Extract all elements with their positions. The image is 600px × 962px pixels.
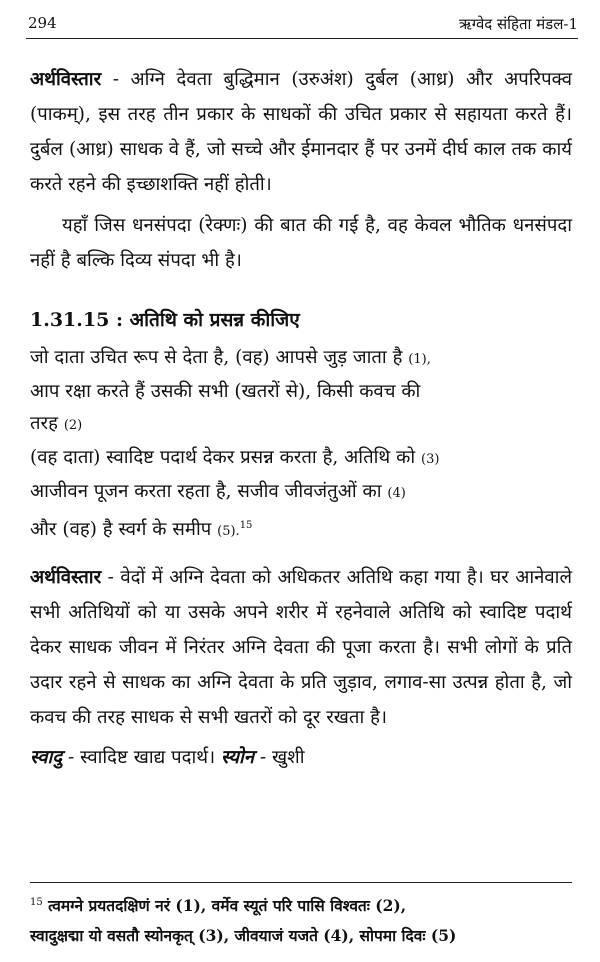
verse-line-text: जो दाता उचित रूप से देता है, (वह) आपसे जुड़ जाता है: [30, 347, 403, 368]
footnote: [30, 888, 590, 951]
explanation-paragraph-2: यहाँ जिस धनसंपदा (रेक्णः) की बात की गई है, वह केवल भौतिक धनसंपदा नहीं है बल्कि दिव्य संपदा भी है।: [30, 215, 572, 271]
glossary-definition: - स्वादिष्ट खाद्य पदार्थ।: [62, 747, 216, 769]
glossary-definition: - खुशी: [254, 747, 305, 769]
section-heading: 1.31.15 : अतिथि को प्रसन्न कीजिए: [30, 309, 300, 331]
verse-line: [30, 408, 572, 442]
running-title: ऋग्वेद संहिता मंडल-1: [458, 15, 578, 33]
verse-line-number: (1),: [408, 352, 431, 367]
footnote-rule: [30, 882, 572, 883]
verse-line: [30, 342, 572, 376]
verse-line-text: आजीवन पूजन करता रहता है, सजीव जीवजंतुओं का: [30, 481, 382, 502]
footnote-line: [30, 888, 590, 921]
explanation-label: अर्थविस्तार: [30, 567, 102, 589]
verse-line-text: (वह दाता) स्वादिष्ट पदार्थ देकर प्रसन्न करता है, अतिथि को: [30, 447, 416, 468]
verse-line: [30, 510, 572, 548]
verse-line: [30, 442, 572, 476]
footnote-sanskrit-text: त्वमग्ने प्रयतदक्षिणं नरं (1), वर्मेव स्यूतं परि पासि विश्वतः (2),: [48, 896, 407, 916]
glossary: [30, 741, 572, 775]
verse-line-text: आप रक्षा करते हैं उसकी सभी (खतरों से), किसी कवच की: [30, 381, 421, 402]
header-rule: [26, 38, 578, 39]
verse-line-number: (4): [387, 486, 406, 501]
explanation-text: - वेदों में अग्नि देवता को अधिकतर अतिथि कहा गया है। घर आनेवाले सभी अतिथियों को या उसके अपने शरीर में रहनेवाले अतिथि को स्वादिष्ट पदार्थ देकर साधक जीवन में निरंतर अग्नि देवता की पूजा करता है। सभी लोगों के प्रति उदार रहने से साधक का अग्नि देवता के प्रति जुड़ाव, लगाव-सा उत्पन्न होता है, जो कवच की तरह साधक से सभी खतरों को दूर रखता है।: [30, 567, 572, 729]
explanation-label: अर्थविस्तार: [30, 69, 102, 90]
footnote-number: 15: [30, 897, 43, 908]
footnote-line: [30, 921, 590, 951]
glossary-term: स्योन: [221, 747, 255, 769]
verse-line: [30, 476, 572, 510]
page-number: 294: [28, 14, 57, 32]
verse-line-number: (5).: [217, 524, 240, 540]
page-body: [30, 62, 572, 775]
verse-line-text: तरह: [30, 413, 58, 434]
verse-translation: [30, 342, 572, 548]
verse-line-number: (3): [421, 452, 440, 467]
verse-line-number: (2): [63, 418, 83, 433]
explanation-paragraph-3: [30, 560, 572, 735]
verse-line: [30, 376, 572, 408]
explanation-paragraph-1: [30, 62, 572, 202]
explanation-text: - अग्नि देवता बुद्धिमान (उरुअंश) दुर्बल (आध्र) और अपरिपक्व (पाकम्), इस तरह तीन प्रकार के साधकों की उचित प्रकार से सहायता करते हैं। दुर्बल (आध्र) साधक वे हैं, जो सच्चे और ईमानदार हैं पर उनमें दीर्घ काल तक कार्य करते रहने की इच्छाशक्ति नहीं होती।: [30, 69, 572, 195]
verse-line-text: और (वह) है स्वर्ग के समीप: [30, 519, 212, 541]
page-header: [28, 14, 578, 36]
footnote-reference: 15: [239, 520, 253, 531]
footnote-sanskrit-text: स्वादुक्षद्मा यो वसतौ स्योनकृत् (3), जीवयाजं यजते (4), सोपमा दिवः (5): [30, 926, 457, 946]
glossary-term: स्वादु: [30, 747, 63, 769]
